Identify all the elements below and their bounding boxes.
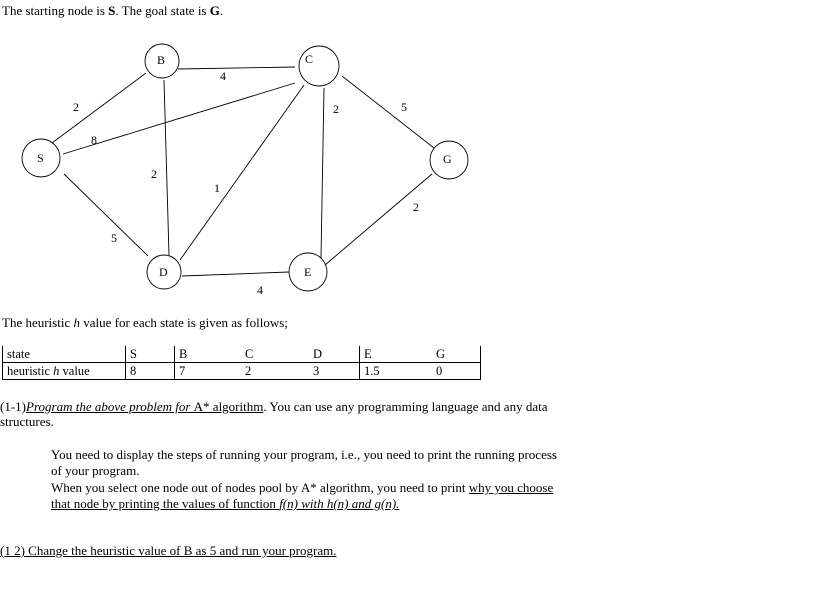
node-C-label: C: [305, 52, 314, 66]
instruction-line-4: that node by printing the values of function f(n) with h(n) and g(n).: [51, 496, 400, 511]
h-cell-S: 8: [126, 363, 175, 380]
h-cell-D: 3: [309, 363, 360, 380]
edge-E-G: [325, 174, 432, 265]
edge-S-D: [64, 174, 148, 256]
node-D-label: D: [159, 265, 168, 279]
weight-S-B: 2: [73, 100, 79, 114]
state-cell-B: B: [175, 346, 242, 363]
weight-E-G: 2: [413, 200, 419, 214]
node-G-label: G: [443, 152, 452, 166]
question-1-1-continuation: structures.: [0, 414, 54, 429]
state-cell-E: E: [360, 346, 433, 363]
instruction-line-3: When you select one node out of nodes pool by A* algorithm, you need to print why you choose: [51, 480, 554, 495]
edge-B-D: [164, 80, 169, 255]
node-E-label: E: [304, 265, 312, 279]
h-cell-C: 2: [241, 363, 309, 380]
weight-C-E: 2: [333, 102, 339, 116]
node-B-label: B: [157, 53, 166, 67]
table-row-state: [3, 346, 481, 363]
edge-C-G: [342, 76, 434, 148]
graph-diagram: [0, 0, 819, 300]
weight-C-D: 1: [214, 181, 220, 195]
state-cell-G: G: [432, 346, 481, 363]
weight-B-D: 2: [151, 167, 157, 181]
weight-S-D: 5: [111, 231, 117, 245]
heuristic-caption: The heuristic h value for each state is given as follows;: [2, 315, 288, 330]
state-cell-C: C: [241, 346, 309, 363]
heuristic-table: [2, 346, 481, 380]
state-cell-S: S: [126, 346, 175, 363]
question-1-1-link: Program the above problem for: [26, 399, 194, 414]
heuristic-label-cell: heuristic h value: [3, 363, 126, 380]
instruction-line-1: You need to display the steps of running your program, i.e., you need to print the running process: [51, 447, 557, 462]
weight-B-C: 4: [220, 69, 226, 83]
state-label-cell: state: [3, 346, 126, 363]
node-S-label: S: [37, 151, 44, 165]
state-cell-D: D: [309, 346, 360, 363]
instruction-line-2: of your program.: [51, 463, 140, 478]
weight-C-G: 5: [401, 100, 407, 114]
h-cell-B: 7: [175, 363, 242, 380]
start-node-name: S: [108, 3, 116, 18]
question-1-1: (1-1)Program the above problem for A* algorithm. You can use any programming language and any data: [0, 399, 548, 414]
weight-D-E: 4: [257, 283, 263, 297]
intro-text: The starting node is S. The goal state is G.: [2, 3, 224, 18]
edge-C-D: [180, 85, 304, 260]
weight-S-C: 8: [91, 133, 97, 147]
h-cell-G: 0: [432, 363, 481, 380]
goal-node-name: G: [209, 3, 220, 18]
question-1-2: (1 2) Change the heuristic value of B as 5 and run your program.: [0, 543, 337, 558]
edge-S-C: [63, 83, 295, 154]
table-row-heuristic: [3, 363, 481, 380]
edge-C-E: [321, 88, 324, 258]
h-cell-E: 1.5: [360, 363, 433, 380]
edge-B-C: [178, 67, 295, 69]
edge-D-E: [182, 272, 289, 276]
